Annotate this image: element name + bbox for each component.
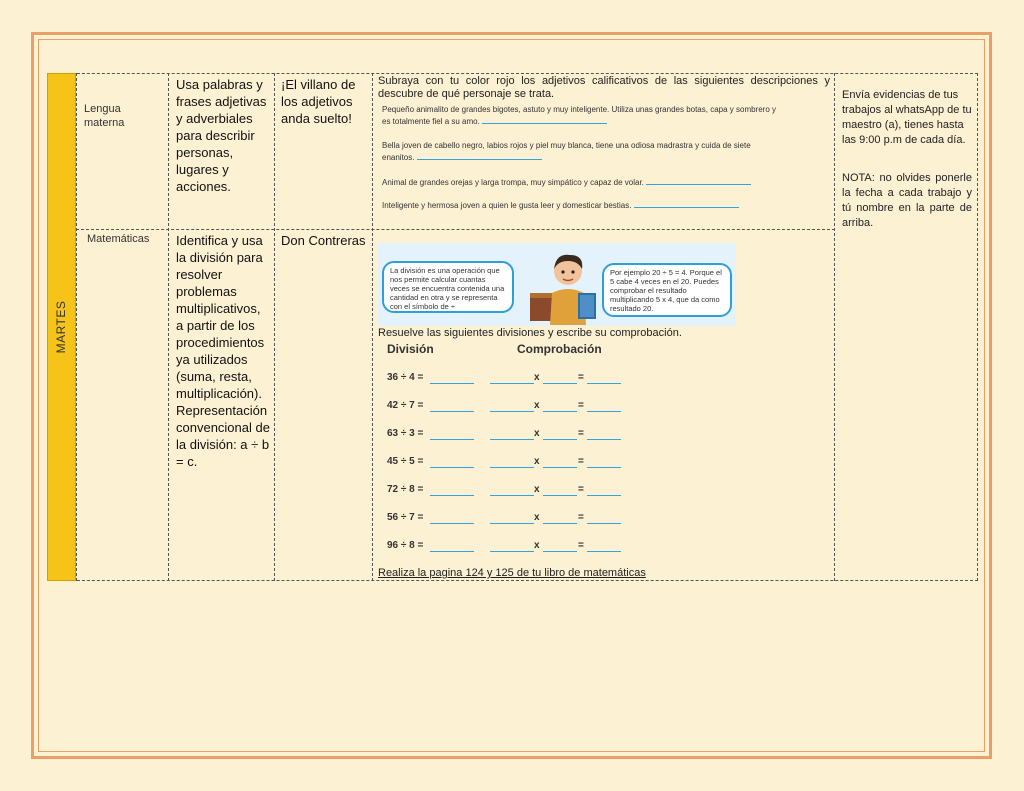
- footer-instruction: Realiza la pagina 124 y 125 de tu libro de matemáticas: [378, 567, 646, 579]
- division-exercise: 96 ÷ 8 =: [387, 540, 424, 551]
- instruction-lengua: Subraya con tu color rojo los adjetivos calificativos de las siguientes descripciones y descubre de qué personaje se trata.: [378, 75, 830, 100]
- subject-lengua: Lengua materna: [84, 103, 125, 129]
- nota-note: NOTA: no olvides ponerle la fecha a cada trabajo y tú nombre en la parte de arriba.: [842, 172, 972, 229]
- topic-lengua: ¡El villano de los adjetivos anda suelto!: [281, 77, 356, 126]
- division-exercise: 72 ÷ 8 =: [387, 484, 424, 495]
- subject-matematicas: Matemáticas: [87, 233, 150, 245]
- division-exercise: 45 ÷ 5 =: [387, 456, 424, 467]
- description-3: Animal de grandes orejas y larga trompa, muy simpático y capaz de volar.: [382, 176, 832, 188]
- description-4: Inteligente y hermosa joven a quien le gusta leer y domesticar bestias.: [382, 199, 832, 211]
- division-exercise: 42 ÷ 7 =: [387, 400, 424, 411]
- instruction-matematicas: Resuelve las siguientes divisiones y escribe su comprobación.: [378, 327, 682, 339]
- description-2: Bella joven de cabello negro, labios rojos y piel muy blanca, tiene una odiosa madrastra y cuida de siete enanitos.: [382, 141, 751, 162]
- learning-matematicas: Identifica y usa la división para resolver problemas multiplicativos, a partir de los procedimientos ya utilizados (suma, resta, multiplicación). Representación convencional de la división: a ÷ b = c.: [176, 233, 270, 469]
- learning-lengua: Usa palabras y frases adjetivas y adverbiales para describir personas, lugares y acciones.: [176, 77, 267, 194]
- topic-matematicas: Don Contreras: [281, 233, 366, 248]
- day-label: MARTES: [54, 300, 68, 354]
- student-reading-icon: [528, 249, 608, 325]
- column-division: División: [387, 342, 434, 356]
- division-illustration: [378, 243, 736, 326]
- bubble-right: Por ejemplo 20 ÷ 5 = 4. Porque el 5 cabe 4 veces en el 20. Puedes comprobar el resultado multiplicando 5 x 4, que da como resultado 20.: [602, 263, 732, 317]
- division-exercise: 36 ÷ 4 =: [387, 372, 424, 383]
- send-evidence-note: Envía evidencias de tus trabajos al whatsApp de tu maestro (a), tienes hasta las 9:00 p.m de cada día.: [842, 89, 972, 146]
- division-exercise: 56 ÷ 7 =: [387, 512, 424, 523]
- column-comprobacion: Comprobación: [517, 342, 602, 356]
- description-1: Pequeño animalito de grandes bigotes, astuto y muy inteligente. Utiliza unas grandes botas, capa y sombrero y es totalmente fiel a su amo.: [382, 105, 777, 126]
- bubble-left: La división es una operación que nos permite calcular cuantas veces se encuentra contenida una cantidad en otra y se representa con el símbolo de ÷: [382, 261, 514, 313]
- division-exercise: 63 ÷ 3 =: [387, 428, 424, 439]
